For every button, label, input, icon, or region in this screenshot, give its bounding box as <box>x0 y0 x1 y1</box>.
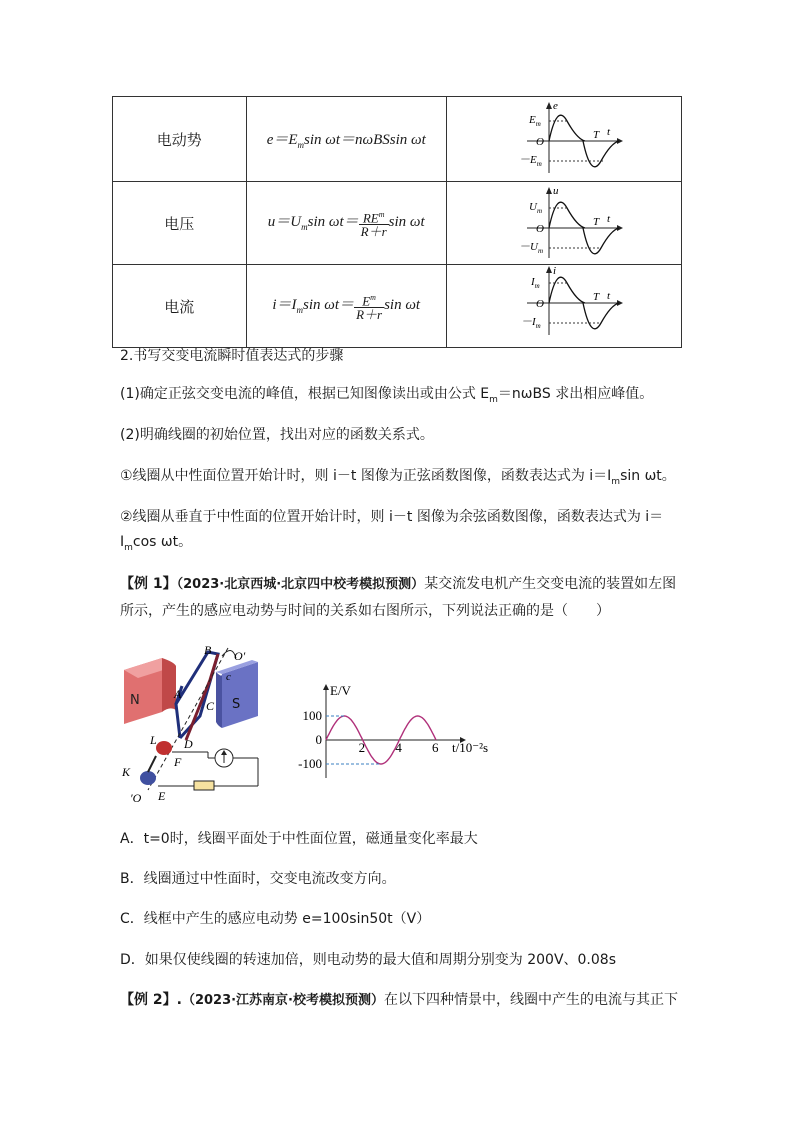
svg-text:O: O <box>535 223 544 235</box>
svg-text:A: A <box>174 687 182 701</box>
y-axis-label: E/V <box>330 684 351 698</box>
svg-text:C: C <box>206 699 215 713</box>
svg-text:L: L <box>150 733 157 747</box>
example2-line1: 【例 2】.（2023·江苏南京·校考模拟预测）在以下四种情景中，线圈中产生的电流与其正下 <box>120 992 678 1008</box>
svg-text:Em: $E_m$ <box>528 114 541 128</box>
steps-title: 2.书写交变电流瞬时值表达式的步骤 <box>120 348 344 364</box>
emf-sine-graph <box>447 97 681 181</box>
svg-text:c: c <box>226 671 231 683</box>
row-name: 电动势 <box>113 97 247 182</box>
current-formula: $i=I_m\sin$ ωt＝ $\frac{E^m}{R+r}$ sin ωt <box>272 292 421 323</box>
x-tick-label: 2 <box>358 740 366 755</box>
svg-text:T: T <box>592 291 600 303</box>
svg-text:B: B <box>204 643 212 657</box>
row-name: 电压 <box>113 182 247 265</box>
x-tick-label: 4 <box>395 740 402 755</box>
svg-text:t: t <box>606 290 611 302</box>
generator-diagram <box>118 640 278 810</box>
svg-text:′O: ′O <box>130 791 142 805</box>
option-c[interactable]: C．线框中产生的感应电动势 e=100sin50t（V） <box>120 911 431 927</box>
svg-text:－Em: $-E_m$ <box>518 154 542 168</box>
svg-text:－Um: $-U_m$ <box>518 241 543 255</box>
formula-table <box>112 96 682 348</box>
option-d[interactable]: D．如果仅使线圈的转速加倍，则电动势的最大值和周期分别变为 200V、0.08s <box>120 952 616 968</box>
example1-line2: 所示，产生的感应电动势与时间的关系如右图所示，下列说法正确的是（ ） <box>120 603 610 619</box>
svg-text:e: e <box>552 100 558 112</box>
svg-text:K: K <box>122 765 131 779</box>
y-tick-label: 100 <box>302 708 322 723</box>
option-a[interactable]: A．t=0时，线圈平面处于中性面位置，磁通量变化率最大 <box>120 831 478 847</box>
svg-text:O: O <box>535 136 544 148</box>
svg-text:S: S <box>232 697 241 712</box>
svg-text:N: N <box>130 693 140 708</box>
case-2-cont: $I_m\cos$ ωt。 <box>120 534 193 553</box>
svg-text:－Im: $-I_m$ <box>520 316 541 330</box>
step-2: (2)明确线圈的初始位置，找出对应的函数关系式。 <box>120 427 434 443</box>
case-1: ①线圈从中性面位置开始计时，则 i－t 图像为正弦函数图像，函数表达式为 $i=I_m\sin$ ωt。 <box>120 468 676 487</box>
svg-text:E: E <box>158 789 166 803</box>
svg-text:O: O <box>535 298 544 310</box>
svg-text:i: i <box>552 265 557 277</box>
y-tick-label: -100 <box>298 756 322 771</box>
svg-text:u: u <box>552 185 559 197</box>
x-axis-label: t/10⁻²s <box>452 740 489 755</box>
svg-text:Um: $U_m$ <box>528 201 542 215</box>
svg-text:D: D <box>184 737 193 751</box>
case-2: ②线圈从垂直于中性面的位置开始计时，则 i－t 图像为余弦函数图像，函数表达式为 i＝ <box>120 509 664 525</box>
voltage-formula: $u=U_m\sin$ ωt＝ $\frac{RE^m}{R+r}$ sin ωt <box>267 209 425 240</box>
emf-formula: $e=E_m\sin$ ωt＝nωBSsin ωt <box>266 132 426 150</box>
row-name: 电流 <box>113 265 247 348</box>
voltage-sine-graph <box>447 182 681 264</box>
svg-text:Im: $I_m$ <box>530 276 540 290</box>
svg-text:F: F <box>174 755 182 769</box>
y-tick-label: 0 <box>315 732 322 747</box>
svg-text:t: t <box>606 213 611 225</box>
option-b[interactable]: B．线圈通过中性面时，交变电流改变方向。 <box>120 871 396 887</box>
svg-text:t: t <box>606 126 611 138</box>
example1-line1: 【例 1】（2023·北京西城·北京四中校考模拟预测）某交流发电机产生交变电流的装置如左图 <box>120 576 677 592</box>
svg-text:T: T <box>592 216 600 228</box>
emf-time-chart <box>292 684 502 784</box>
current-sine-graph <box>447 265 681 347</box>
svg-text:O′: O′ <box>234 649 246 663</box>
x-tick-label: 6 <box>432 740 439 755</box>
step-1: (1)确定正弦交变电流的峰值，根据已知图像读出或由公式 $E_m=n\omega BS$ 求出相应峰值。 <box>120 386 654 405</box>
svg-text:T: T <box>592 129 600 141</box>
